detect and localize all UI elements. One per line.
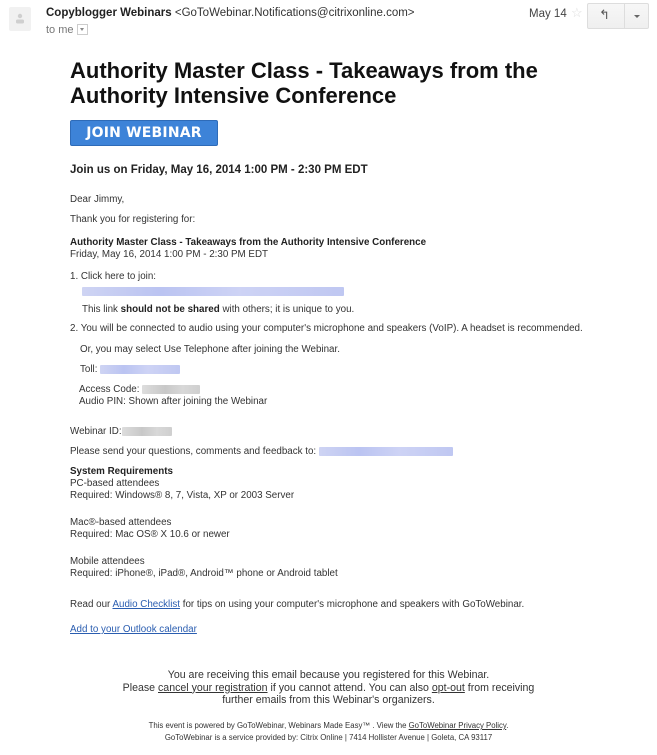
webinar-title: Authority Master Class - Takeaways from the Authority Intensive Conference — [70, 58, 538, 108]
access-code-redacted — [142, 385, 200, 394]
sysreq-title: System Requirements — [70, 466, 173, 477]
sysreq-mobile-req: Required: iPhone®, iPad®, Android™ phone or Android tablet — [70, 568, 338, 579]
greeting: Dear Jimmy, — [70, 194, 125, 205]
audio-checklist-line: Read our Audio Checklist for tips on using your computer's microphone and speakers with GoToWebinar. — [70, 599, 525, 610]
feedback-email-redacted[interactable] — [319, 447, 453, 456]
reply-button-group — [587, 3, 649, 29]
sysreq-pc-group: PC-based attendees — [70, 478, 160, 489]
reply-icon: ↰ — [599, 7, 610, 22]
access-code-line: Access Code: — [79, 384, 200, 396]
toll-number-redacted[interactable] — [100, 365, 180, 374]
feedback-line: Please send your questions, comments and feedback to: — [70, 446, 453, 458]
join-us-datetime: Join us on Friday, May 16, 2014 1:00 PM - 2:30 PM EDT — [70, 164, 368, 176]
step2-label: 2. You will be connected to audio using your computer's microphone and speakers (VoIP). A headset is recommended. — [70, 323, 583, 334]
recipient-line — [46, 24, 88, 36]
join-webinar-button[interactable]: JOIN WEBINAR — [70, 120, 218, 146]
webinar-id-redacted — [122, 427, 172, 436]
step1-label: 1. Click here to join: — [70, 271, 157, 282]
step1-note: This link should not be shared with others; it is unique to you. — [82, 304, 355, 315]
service-address: GoToWebinar is a service provided by: Citrix Online | 7414 Hollister Avenue | Goleta, CA 93117 — [164, 733, 493, 742]
sender-name: Copyblogger Webinars — [46, 7, 172, 19]
sysreq-pc-req: Required: Windows® 8, 7, Vista, XP or 2003 Server — [70, 490, 295, 501]
sender — [46, 7, 415, 19]
opt-out-link[interactable]: opt-out — [431, 681, 465, 694]
sender-avatar — [9, 7, 31, 31]
footer-notice: You are receiving this email because you registered for this Webinar. Please cancel your registration if you cannot attend. You can also opt-out from receiving further emails from this Webinar's organizers. — [122, 669, 535, 706]
sysreq-mac-group: Mac®-based attendees — [70, 517, 172, 528]
sysreq-mobile-group: Mobile attendees — [70, 556, 145, 567]
webinar-id-line: Webinar ID: — [70, 426, 172, 438]
sysreq-mac-req: Required: Mac OS® X 10.6 or newer — [70, 529, 230, 540]
sender-email: <GoToWebinar.Notifications@citrixonline.com> — [174, 7, 415, 19]
outlook-calendar-link[interactable]: Add to your Outlook calendar — [70, 624, 197, 635]
person-icon — [15, 13, 25, 25]
webinar-datetime: Friday, May 16, 2014 1:00 PM - 2:30 PM EDT — [70, 249, 269, 260]
more-actions-dropdown[interactable] — [625, 4, 648, 28]
cancel-registration-link[interactable]: cancel your registration — [158, 681, 268, 694]
audio-pin: Audio PIN: Shown after joining the Webinar — [79, 396, 268, 407]
recipient-details-dropdown[interactable] — [77, 24, 88, 35]
step2-alt: Or, you may select Use Telephone after joining the Webinar. — [80, 344, 340, 355]
footer-powered-by: This event is powered by GoToWebinar, Webinars Made Easy™ . View the GoToWebinar Privacy Policy. GoToWebinar is a service provided by: Citrix Online | 7414 Hollister Avenue | Goleta, CA 93117 — [0, 720, 657, 744]
join-link-redacted[interactable] — [82, 287, 344, 296]
star-icon[interactable]: ☆ — [571, 5, 583, 20]
webinar-name: Authority Master Class - Takeaways from the Authority Intensive Conference — [70, 237, 427, 248]
toll-line: Toll: — [80, 364, 180, 376]
recipient: to me — [46, 24, 74, 36]
reply-button[interactable] — [588, 4, 625, 28]
privacy-policy-link[interactable]: GoToWebinar Privacy Policy — [408, 721, 507, 730]
email-date: May 14 — [529, 8, 567, 20]
email-header — [0, 0, 657, 44]
audio-checklist-link[interactable]: Audio Checklist — [112, 599, 181, 610]
thanks-text: Thank you for registering for: — [70, 214, 196, 225]
